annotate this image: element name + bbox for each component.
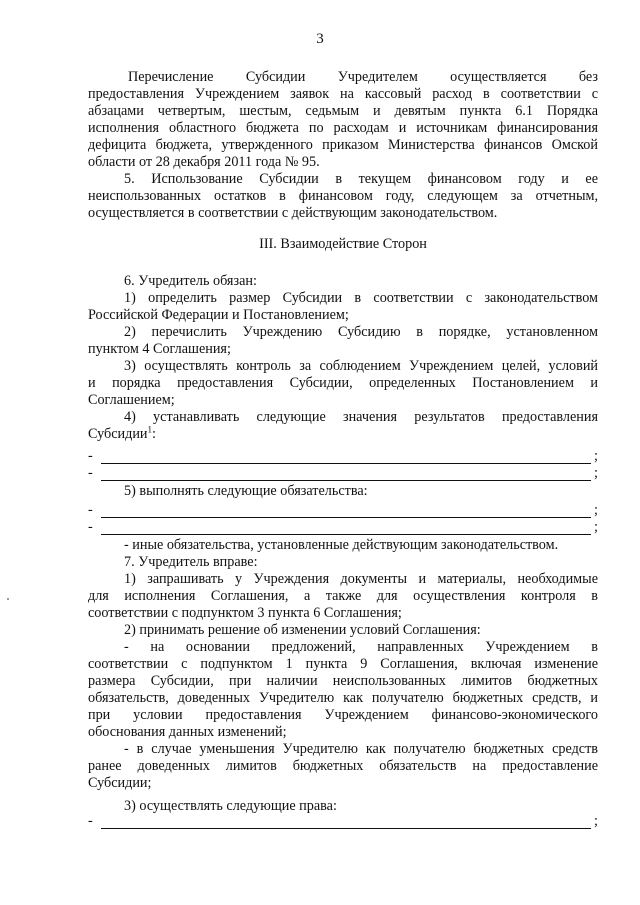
- blank-underline: [101, 469, 591, 481]
- text-line: неиспользованных остатков в финансовом году, следующем за отчетным,: [88, 188, 598, 204]
- text-line: 1) определить размер Субсидии в соответствии с законодательством: [124, 290, 598, 306]
- text-line: - на основании предложений, направленных Учреждением в: [124, 639, 598, 655]
- text-line: размера Субсидии, при наличии неиспользованных лимитов бюджетных: [88, 673, 598, 689]
- blank-dash: -: [88, 813, 93, 829]
- text-line: - иные обязательства, установленные действующим законодательством.: [124, 537, 559, 553]
- colon: :: [152, 426, 156, 442]
- text-line: Перечисление Субсидии Учредителем осуществляется без: [128, 69, 598, 85]
- text-line: для исполнения Соглашения, а также для осуществления контроля в: [88, 588, 598, 604]
- text-line: пунктом 4 Соглашения;: [88, 341, 231, 357]
- footnote-ref: 1: [147, 424, 153, 435]
- text-line: Российской Федерации и Постановлением;: [88, 307, 349, 323]
- text-line: 3) осуществлять следующие права:: [124, 798, 337, 814]
- text-line: 7. Учредитель вправе:: [124, 554, 258, 570]
- text-line: 5. Использование Субсидии в текущем финансовом году и ее: [124, 171, 598, 187]
- blank-fill-line: [88, 519, 598, 535]
- scan-mark: [7, 598, 9, 600]
- subsidy-results-line: [88, 426, 598, 442]
- blank-underline: [101, 452, 591, 464]
- blank-underline: [101, 523, 591, 535]
- blank-underline: [101, 506, 591, 518]
- text-line: и порядка предоставления Субсидии, определенных Постановлением и: [88, 375, 598, 391]
- text-line: 2) перечислить Учреждению Субсидию в порядке, установленном: [124, 324, 598, 340]
- text-line: - в случае уменьшения Учредителю как получателю бюджетных средств: [124, 741, 598, 757]
- subsidy-word: Субсидии: [88, 426, 148, 442]
- blank-end: ;: [594, 519, 598, 535]
- page-number: 3: [316, 31, 324, 47]
- blank-dash: -: [88, 448, 93, 464]
- text-line: ранее доведенных лимитов бюджетных обязательств на предоставление: [88, 758, 598, 774]
- blank-fill-line: [88, 502, 598, 518]
- blank-fill-line: [88, 448, 598, 464]
- text-line: абзацами четвертым, шестым, седьмым и девятым пункта 6.1 Порядка: [88, 103, 598, 119]
- blank-fill-line: [88, 465, 598, 481]
- text-line: Соглашением;: [88, 392, 175, 408]
- blank-dash: -: [88, 465, 93, 481]
- text-line: 4) устанавливать следующие значения результатов предоставления: [124, 409, 598, 425]
- section-heading: III. Взаимодействие Сторон: [259, 236, 427, 252]
- blank-underline: [101, 817, 591, 829]
- text-line: исполнения областного бюджета по расходам и источникам финансирования: [88, 120, 598, 136]
- text-line: обоснования данных изменений;: [88, 724, 287, 740]
- blank-end: ;: [594, 502, 598, 518]
- text-line: соответствии с подпунктом 1 пункта 9 Соглашения, включая изменение: [88, 656, 598, 672]
- text-line: 3) осуществлять контроль за соблюдением Учреждением целей, условий: [124, 358, 598, 374]
- text-line: соответствии с подпунктом 3 пункта 6 Соглашения;: [88, 605, 402, 621]
- text-line: обязательств, доведенных Учредителю как получателю бюджетных средств, и: [88, 690, 598, 706]
- blank-dash: -: [88, 519, 93, 535]
- text-line: 6. Учредитель обязан:: [124, 273, 257, 289]
- blank-dash: -: [88, 502, 93, 518]
- text-line: 5) выполнять следующие обязательства:: [124, 483, 368, 499]
- text-line: Субсидии;: [88, 775, 152, 791]
- text-line: осуществляется в соответствии с действующим законодательством.: [88, 205, 498, 221]
- blank-fill-line: [88, 813, 598, 829]
- text-line: 2) принимать решение об изменении условий Соглашения:: [124, 622, 481, 638]
- text-line: дефицита бюджета, утвержденного приказом Министерства финансов Омской: [88, 137, 598, 153]
- text-line: 1) запрашивать у Учреждения документы и материалы, необходимые: [124, 571, 598, 587]
- text-line: области от 28 декабря 2011 года № 95.: [88, 154, 320, 170]
- text-line: при условии предоставления Учреждением финансово-экономического: [88, 707, 598, 723]
- text-line: предоставления Учреждением заявок на кассовый расход в соответствии с: [88, 86, 598, 102]
- blank-end: ;: [594, 465, 598, 481]
- blank-end: ;: [594, 813, 598, 829]
- blank-end: ;: [594, 448, 598, 464]
